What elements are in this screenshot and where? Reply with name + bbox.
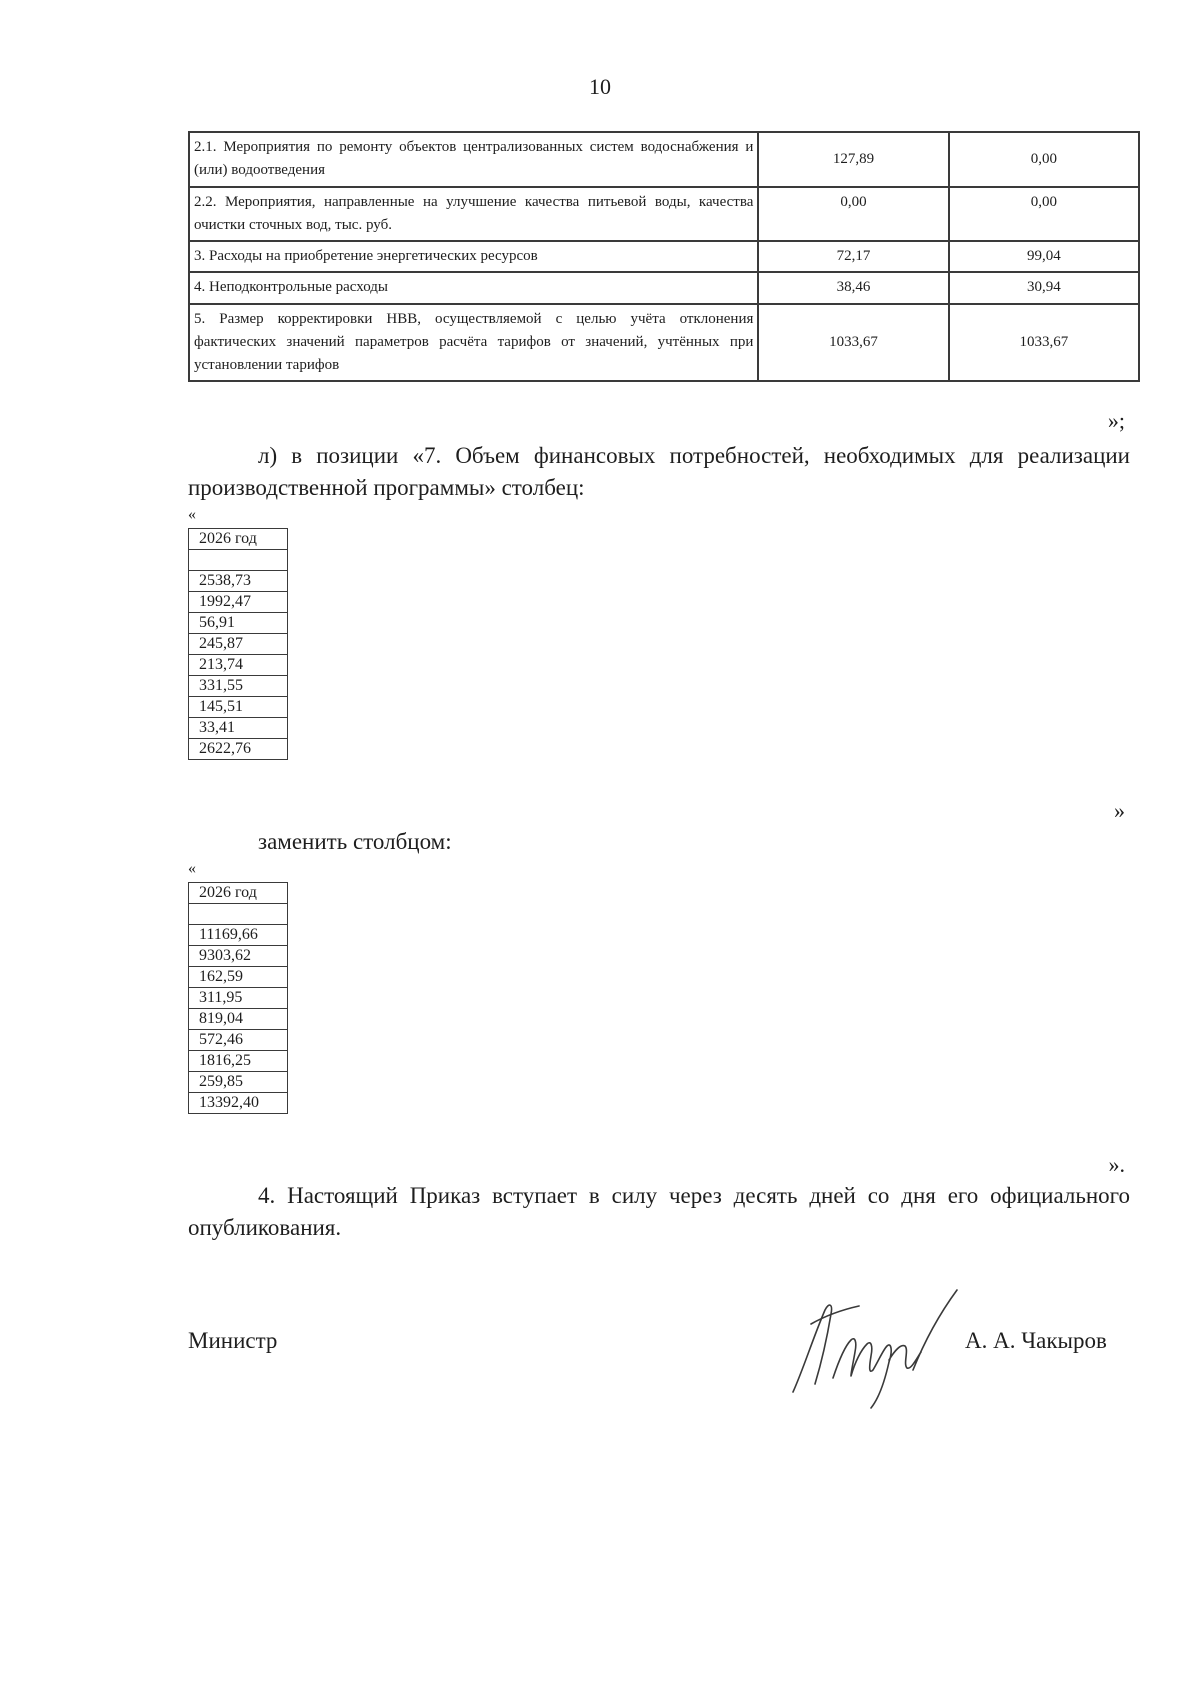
column-header: 2026 год	[189, 529, 288, 550]
column-cell: 145,51	[189, 697, 288, 718]
row-value-1: 72,17	[758, 241, 948, 272]
column-cell: 11169,66	[189, 925, 288, 946]
table-row	[189, 550, 288, 571]
row-value-1: 1033,67	[758, 304, 948, 382]
column-cell: 2622,76	[189, 739, 288, 760]
column-header: 2026 год	[189, 883, 288, 904]
signatory-title: Министр	[188, 1328, 278, 1353]
row-description: 3. Расходы на приобретение энергетических ресурсов	[189, 241, 758, 272]
column-cell	[189, 904, 288, 925]
table-row	[189, 1051, 288, 1072]
row-value-1: 0,00	[758, 187, 948, 242]
row-description: 2.1. Мероприятия по ремонту объектов централизованных систем водоснабжения и (или) водоотведения	[189, 132, 758, 187]
signatory-name: А. А. Чакыров	[965, 1328, 1107, 1353]
table-row	[189, 613, 288, 634]
column-header-row	[189, 529, 288, 550]
column-cell: 331,55	[189, 676, 288, 697]
column-cell	[189, 550, 288, 571]
paragraph-l-text: л) в позиции «7. Объем финансовых потребностей, необходимых для реализации производственной программы» столбец:	[188, 443, 1130, 500]
column-header-row	[189, 883, 288, 904]
column-cell: 33,41	[189, 718, 288, 739]
page-number: 10	[589, 74, 611, 99]
column-cell: 245,87	[189, 634, 288, 655]
paragraph-4	[188, 1180, 1130, 1244]
table-row	[189, 718, 288, 739]
paragraph-4-text: 4. Настоящий Приказ вступает в силу через десять дней со дня его официального опубликования.	[188, 1183, 1130, 1240]
column-cell: 311,95	[189, 988, 288, 1009]
table-row	[189, 967, 288, 988]
table-row	[189, 241, 1139, 272]
row-description: 2.2. Мероприятия, направленные на улучшение качества питьевой воды, качества очистки сточных вод, тыс. руб.	[189, 187, 758, 242]
row-value-1: 127,89	[758, 132, 948, 187]
table-row	[189, 592, 288, 613]
column-cell: 56,91	[189, 613, 288, 634]
column-cell: 572,46	[189, 1030, 288, 1051]
table-row	[189, 988, 288, 1009]
closing-quote: ».	[1108, 1152, 1125, 1177]
table-row	[189, 304, 1139, 382]
row-value-2: 0,00	[949, 132, 1139, 187]
closing-quote: »	[1114, 798, 1125, 823]
table-row	[189, 697, 288, 718]
new-column-table	[188, 882, 288, 1114]
paragraph-l	[188, 440, 1130, 504]
table-row	[189, 187, 1139, 242]
replace-text: заменить столбцом:	[258, 829, 452, 854]
table-row	[189, 1093, 288, 1114]
row-description: 5. Размер корректировки НВВ, осуществляемой с целью учёта отклонения фактических значений параметров расчёта тарифов от значений, учтённых при установлении тарифов	[189, 304, 758, 382]
row-value-2: 0,00	[949, 187, 1139, 242]
closing-quote: »;	[1107, 408, 1125, 433]
table-row	[189, 1072, 288, 1093]
table-row	[189, 904, 288, 925]
column-cell: 9303,62	[189, 946, 288, 967]
table-row	[189, 946, 288, 967]
financial-table	[188, 131, 1140, 382]
row-value-1: 38,46	[758, 272, 948, 303]
column-cell: 1816,25	[189, 1051, 288, 1072]
opening-quote: «	[188, 860, 196, 877]
column-cell: 213,74	[189, 655, 288, 676]
column-cell: 162,59	[189, 967, 288, 988]
column-cell: 13392,40	[189, 1093, 288, 1114]
row-value-2: 99,04	[949, 241, 1139, 272]
opening-quote: «	[188, 506, 196, 523]
table-row	[189, 272, 1139, 303]
replace-paragraph	[188, 826, 1130, 858]
column-cell: 1992,47	[189, 592, 288, 613]
row-value-2: 30,94	[949, 272, 1139, 303]
column-cell: 259,85	[189, 1072, 288, 1093]
handwritten-signature	[785, 1280, 965, 1410]
table-row	[189, 655, 288, 676]
table-row	[189, 925, 288, 946]
column-cell: 819,04	[189, 1009, 288, 1030]
table-row	[189, 1030, 288, 1051]
old-column-table	[188, 528, 288, 760]
table-row	[189, 571, 288, 592]
column-cell: 2538,73	[189, 571, 288, 592]
table-row	[189, 739, 288, 760]
table-row	[189, 634, 288, 655]
table-row	[189, 132, 1139, 187]
table-row	[189, 1009, 288, 1030]
row-description: 4. Неподконтрольные расходы	[189, 272, 758, 303]
table-row	[189, 676, 288, 697]
row-value-2: 1033,67	[949, 304, 1139, 382]
